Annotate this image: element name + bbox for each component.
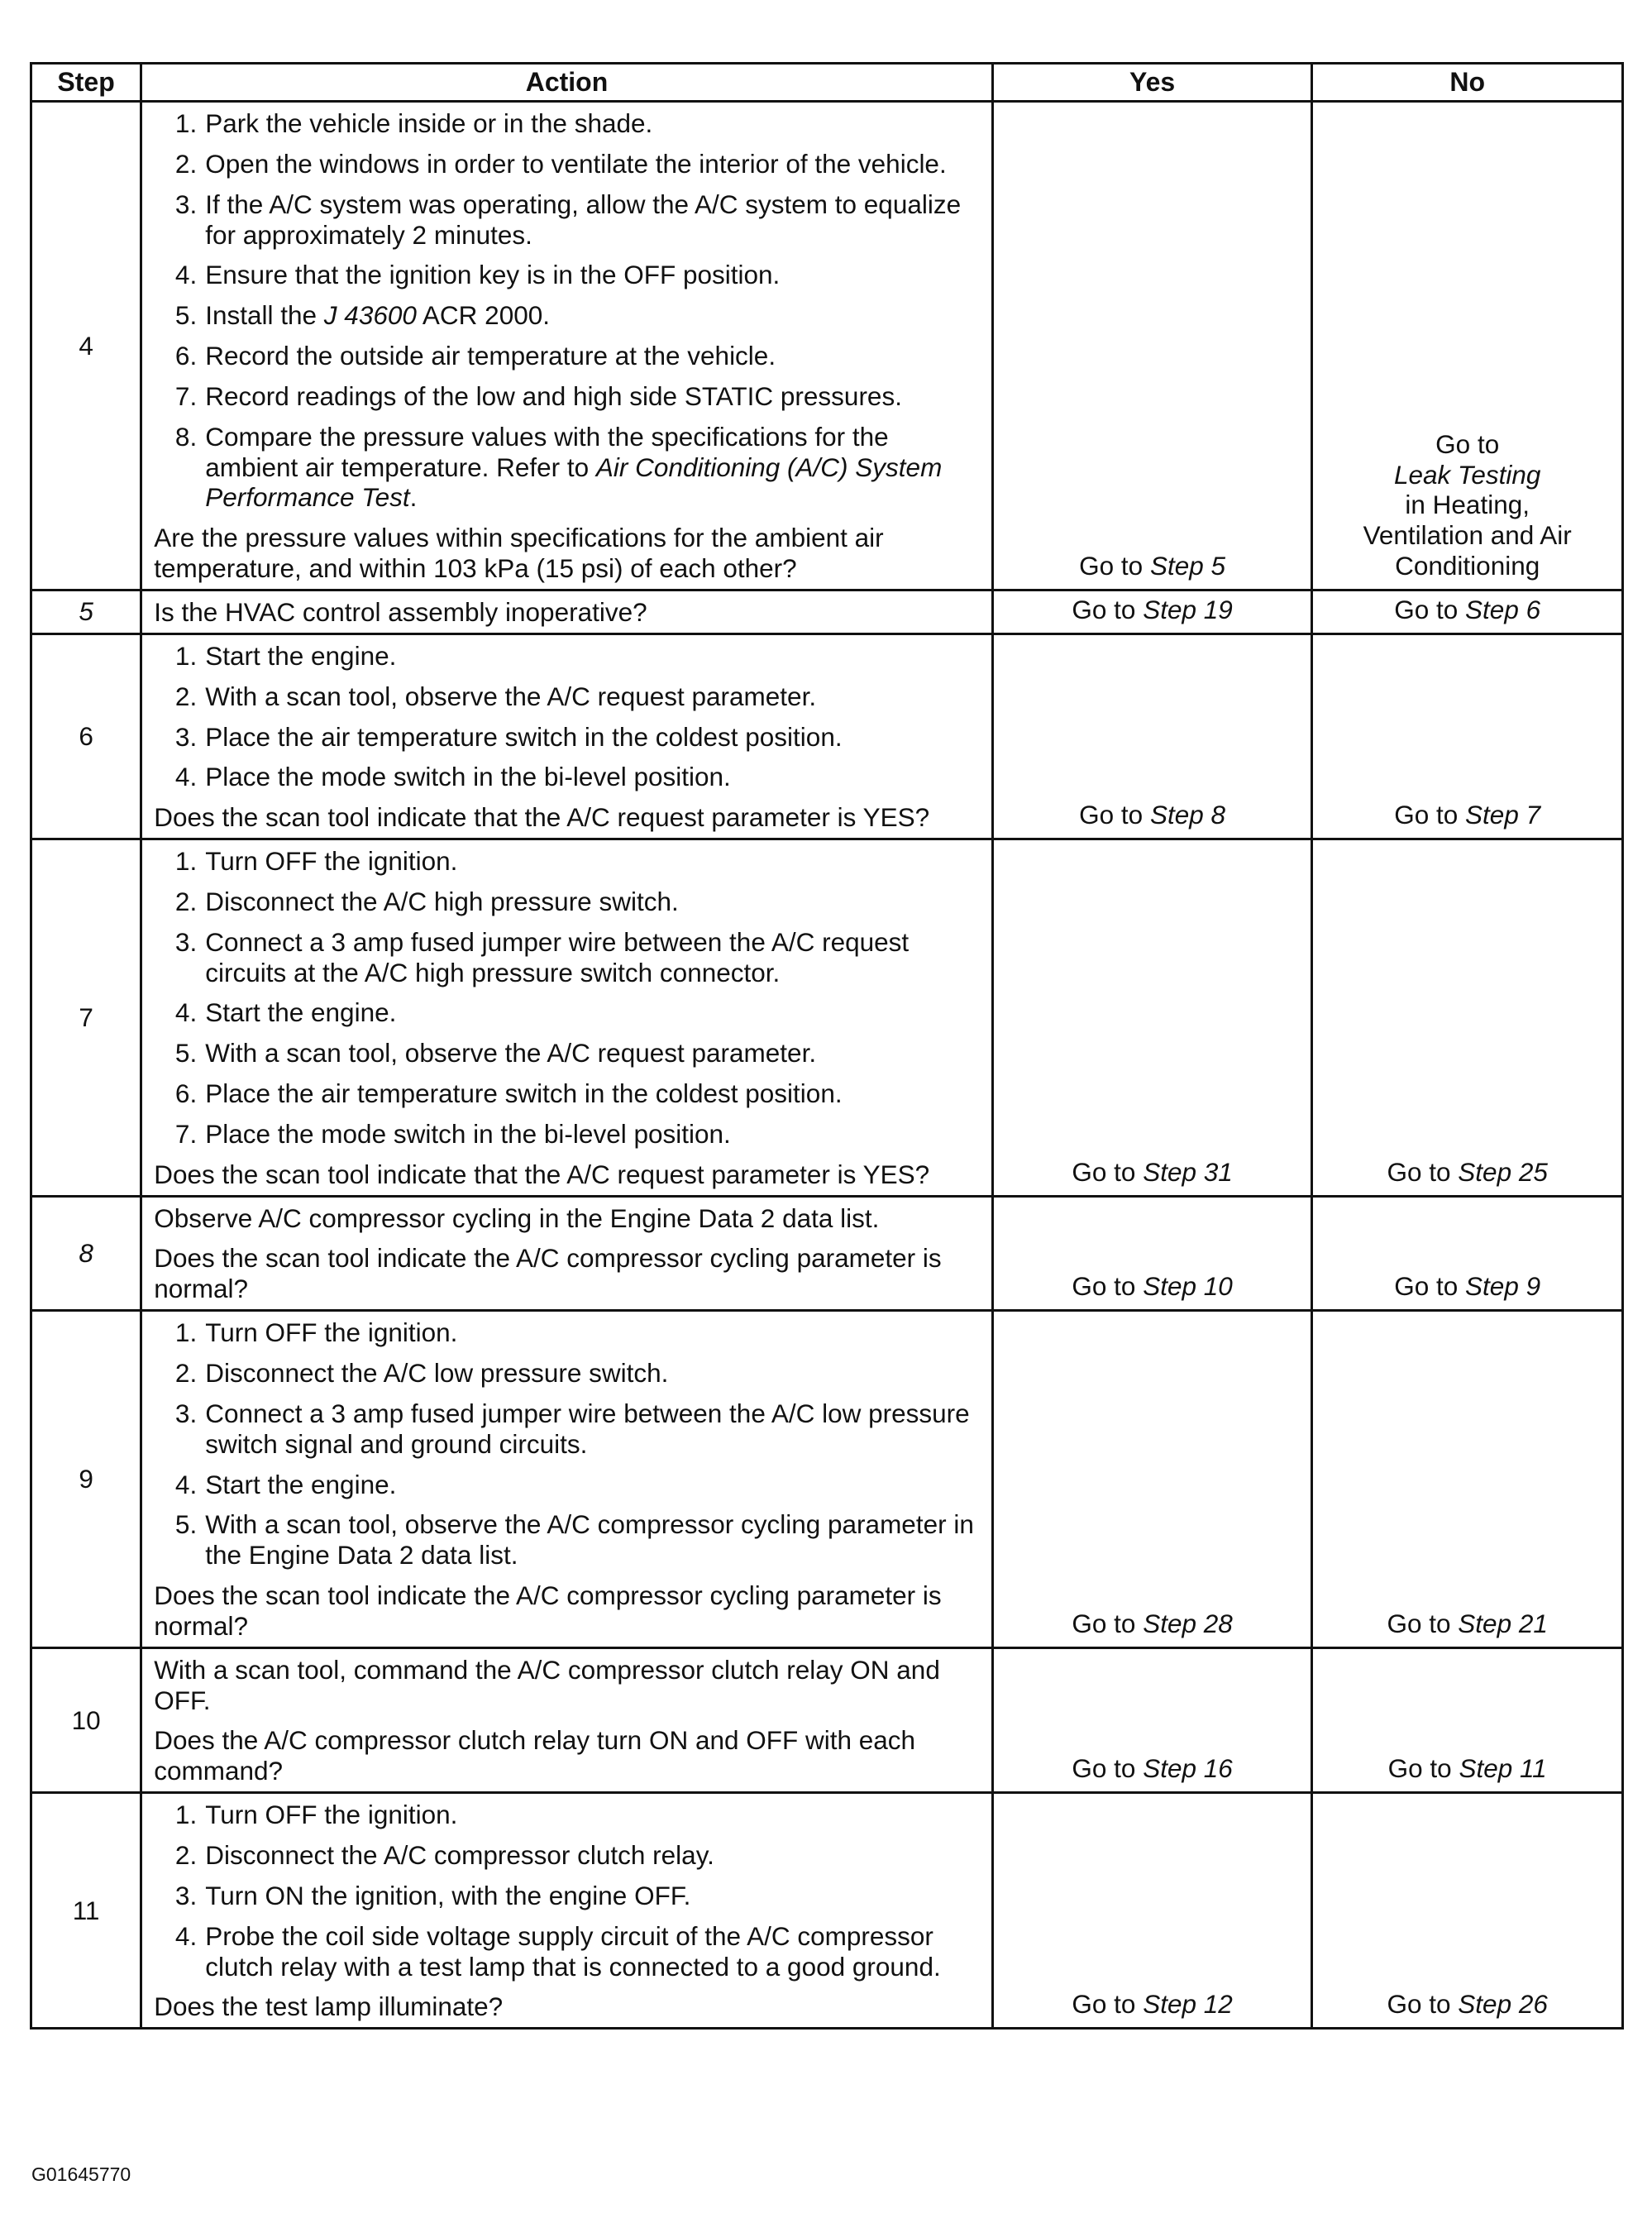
goto-prefix: Go to: [1394, 1271, 1466, 1302]
action-cell: [141, 590, 993, 633]
goto-prefix: Go to: [1387, 1989, 1459, 2020]
question-text: Does the A/C compressor clutch relay turn ON and OFF with each command?: [154, 1725, 916, 1786]
step-text: Place the air temperature switch in the coldest position.: [205, 1078, 843, 1109]
procedure-step: [154, 846, 983, 877]
instruction-text: Observe A/C compressor cycling in the Engine Data 2 data list.: [154, 1202, 880, 1233]
no-cell: [1312, 1196, 1623, 1311]
procedure-step: [154, 422, 983, 514]
step-number: 7: [31, 839, 141, 1197]
procedure-step: [154, 1921, 983, 1982]
no-cell: [1312, 1311, 1623, 1648]
step-text: With a scan tool, observe the A/C request parameter.: [205, 1038, 817, 1069]
goto-target: Step 16: [1143, 1753, 1233, 1784]
no-cell: [1312, 839, 1623, 1197]
procedure-step: [154, 1840, 983, 1871]
table-row: [31, 633, 1623, 839]
goto-prefix: Go to: [1072, 1156, 1144, 1187]
no-cell: [1312, 1793, 1623, 2029]
step-number: 6: [31, 633, 141, 839]
step-index: 2.: [174, 1358, 198, 1388]
no-cell: [1312, 590, 1623, 633]
step-text: Turn OFF the ignition.: [205, 846, 458, 877]
step-text: Turn ON the ignition, with the engine OFF.: [205, 1880, 691, 1910]
step-text: [205, 422, 983, 514]
procedure-step: [154, 762, 983, 792]
action-cell: [141, 1311, 993, 1648]
no-cell: [1312, 1647, 1623, 1792]
goto-target: Step 11: [1459, 1753, 1547, 1784]
step-text: Turn OFF the ignition.: [205, 1800, 458, 1830]
procedure-step: [154, 381, 983, 412]
question-text: Does the scan tool indicate that the A/C request parameter is YES?: [154, 1159, 930, 1189]
step-number: 4: [31, 102, 141, 590]
table-row: [31, 1311, 1623, 1648]
goto-target: Step 25: [1458, 1156, 1548, 1187]
goto-line: [1318, 429, 1616, 490]
goto-target: Step 7: [1465, 800, 1541, 830]
step-text: [205, 300, 983, 331]
action-cell: [141, 839, 993, 1197]
procedure-list: [154, 1800, 983, 1982]
step-text: Record readings of the low and high side STATIC pressures.: [205, 380, 902, 411]
procedure-step: [154, 1078, 983, 1109]
no-cell: [1312, 102, 1623, 590]
step-text: Ensure that the ignition key is in the OFF position.: [205, 260, 781, 290]
action-cell: [141, 633, 993, 839]
goto-prefix: Go to: [1387, 1156, 1459, 1187]
procedure-list: [154, 1317, 983, 1571]
step-index: 4.: [174, 260, 198, 290]
procedure-step: [154, 300, 983, 331]
table-row: [31, 1793, 1623, 2029]
step-index: 1.: [174, 108, 198, 138]
step-text-pre: Compare the pressure values with the specifications for the ambient air temperature. Refer to: [205, 421, 889, 482]
goto-prefix: Go to: [1079, 800, 1150, 830]
step-index: 2.: [174, 1839, 198, 1870]
step-text: Disconnect the A/C compressor clutch relay.: [205, 1839, 714, 1870]
step-text: Open the windows in order to ventilate the interior of the vehicle.: [205, 148, 947, 179]
procedure-list: [154, 846, 983, 1150]
step-text: Connect a 3 amp fused jumper wire between the A/C low pressure switch signal and ground circuits.: [205, 1398, 970, 1459]
goto-target: Step 12: [1143, 1989, 1233, 2020]
step-text: Turn OFF the ignition.: [205, 1317, 458, 1348]
step-text: Place the mode switch in the bi-level position.: [205, 762, 731, 792]
goto-prefix: Go to: [1079, 551, 1150, 581]
procedure-step: [154, 641, 983, 672]
goto-prefix: Go to: [1435, 428, 1500, 459]
procedure-step: [154, 887, 983, 917]
table-row: [31, 590, 1623, 633]
procedure-step: [154, 149, 983, 179]
step-index: 7.: [174, 380, 198, 411]
step-text: With a scan tool, observe the A/C request parameter.: [205, 681, 817, 711]
goto-prefix: Go to: [1387, 1753, 1459, 1784]
goto-line: Conditioning: [1395, 551, 1540, 581]
procedure-step: [154, 1470, 983, 1500]
table-row: [31, 1647, 1623, 1792]
step-index: 5.: [174, 1038, 198, 1069]
yes-cell: [992, 590, 1312, 633]
table-row: [31, 1196, 1623, 1311]
step-text: Record the outside air temperature at the vehicle.: [205, 341, 776, 371]
question-text: Does the scan tool indicate the A/C compressor cycling parameter is normal?: [154, 1243, 942, 1304]
action-cell: [141, 102, 993, 590]
tool-reference: J 43600: [323, 300, 417, 331]
procedure-step: [154, 1881, 983, 1911]
goto-prefix: Go to: [1072, 594, 1144, 624]
goto-target: Step 9: [1465, 1271, 1541, 1302]
goto-prefix: Go to: [1394, 594, 1466, 624]
step-number: 9: [31, 1311, 141, 1648]
yes-cell: [992, 1647, 1312, 1792]
action-cell: [141, 1647, 993, 1792]
procedure-step: [154, 260, 983, 290]
step-index: 5.: [174, 1509, 198, 1540]
procedure-step: [154, 1800, 983, 1830]
header-yes: Yes: [992, 64, 1312, 102]
step-text-pre: Install the: [205, 300, 324, 331]
no-cell: [1312, 633, 1623, 839]
step-index: 4.: [174, 1920, 198, 1951]
step-index: 1.: [174, 1317, 198, 1348]
step-text: Disconnect the A/C low pressure switch.: [205, 1358, 669, 1388]
procedure-step: [154, 927, 983, 988]
procedure-step: [154, 1398, 983, 1460]
step-index: 3.: [174, 189, 198, 219]
step-index: 2.: [174, 681, 198, 711]
instruction-text: With a scan tool, command the A/C compressor clutch relay ON and OFF.: [154, 1654, 940, 1715]
step-index: 3.: [174, 721, 198, 752]
step-index: 6.: [174, 1078, 198, 1109]
step-text-post: .: [409, 482, 418, 513]
diagnostic-table: [30, 62, 1624, 2030]
step-index: 1.: [174, 1800, 198, 1830]
procedure-step: [154, 1317, 983, 1348]
step-number: 10: [31, 1647, 141, 1792]
yes-cell: [992, 1196, 1312, 1311]
goto-target: Step 28: [1143, 1608, 1233, 1638]
goto-prefix: Go to: [1072, 1989, 1144, 2020]
header-no: No: [1312, 64, 1623, 102]
procedure-step: [154, 108, 983, 139]
goto-target: Leak Testing: [1393, 459, 1541, 490]
goto-prefix: Go to: [1072, 1608, 1144, 1638]
step-text: Place the air temperature switch in the coldest position.: [205, 721, 843, 752]
procedure-step: [154, 1358, 983, 1389]
procedure-list: [154, 108, 983, 513]
goto-target: Step 6: [1465, 594, 1541, 624]
goto-line: in Heating,: [1405, 490, 1530, 520]
step-text-post: ACR 2000.: [416, 300, 551, 331]
step-index: 2.: [174, 148, 198, 179]
step-index: 3.: [174, 926, 198, 957]
table-row: [31, 839, 1623, 1197]
procedure-list: [154, 641, 983, 792]
step-text: Connect a 3 amp fused jumper wire between the A/C request circuits at the A/C high pressure switch connector.: [205, 926, 910, 987]
step-text: With a scan tool, observe the A/C compressor cycling parameter in the Engine Data 2 data list.: [205, 1509, 974, 1571]
goto-prefix: Go to: [1387, 1608, 1459, 1638]
step-number: 5: [31, 590, 141, 633]
step-index: 6.: [174, 341, 198, 371]
figure-code: G01645770: [31, 2163, 131, 2185]
yes-cell: [992, 1311, 1312, 1648]
procedure-step: [154, 1119, 983, 1150]
step-text: Start the engine.: [205, 1469, 397, 1499]
question-text: Does the test lamp illuminate?: [154, 1991, 504, 2022]
step-index: 4.: [174, 997, 198, 1028]
step-index: 2.: [174, 886, 198, 916]
goto-target: Step 26: [1458, 1989, 1548, 2020]
procedure-step: [154, 1509, 983, 1571]
step-index: 5.: [174, 300, 198, 331]
procedure-step: [154, 189, 983, 251]
goto-target: Step 10: [1143, 1271, 1233, 1302]
step-number: 8: [31, 1196, 141, 1311]
goto-reference: [1318, 429, 1616, 581]
header-action: Action: [141, 64, 993, 102]
document-reference: Air Conditioning (A/C) System Performance Test: [205, 452, 943, 513]
goto-target: Step 19: [1143, 594, 1233, 624]
table-row: [31, 102, 1623, 590]
step-index: 3.: [174, 1880, 198, 1910]
goto-line: Ventilation and Air: [1363, 520, 1572, 551]
table-header-row: [31, 64, 1623, 102]
action-cell: [141, 1196, 993, 1311]
step-number: 11: [31, 1793, 141, 2029]
procedure-step: [154, 997, 983, 1028]
goto-prefix: Go to: [1072, 1753, 1144, 1784]
step-index: 4.: [174, 1469, 198, 1499]
yes-cell: [992, 1793, 1312, 2029]
step-text: Probe the coil side voltage supply circuit of the A/C compressor clutch relay with a test lamp that is connected to a good ground.: [205, 1920, 941, 1982]
goto-target: Step 31: [1143, 1156, 1233, 1187]
procedure-step: [154, 681, 983, 712]
procedure-step: [154, 341, 983, 371]
header-step: Step: [31, 64, 141, 102]
step-text: Place the mode switch in the bi-level position.: [205, 1118, 731, 1149]
step-index: 1.: [174, 846, 198, 877]
step-text: Disconnect the A/C high pressure switch.: [205, 886, 679, 916]
step-index: 8.: [174, 421, 198, 452]
question-text: Does the scan tool indicate the A/C compressor cycling parameter is normal?: [154, 1580, 942, 1641]
step-text: If the A/C system was operating, allow the A/C system to equalize for approximately 2 minutes.: [205, 189, 962, 250]
procedure-step: [154, 1038, 983, 1069]
step-index: 4.: [174, 762, 198, 792]
goto-target: Step 5: [1149, 551, 1226, 581]
yes-cell: [992, 839, 1312, 1197]
question-text: Is the HVAC control assembly inoperative?: [154, 596, 647, 627]
question-text: Are the pressure values within specifications for the ambient air temperature, and within 103 kPa (15 psi) of each other?: [154, 523, 884, 584]
procedure-step: [154, 722, 983, 753]
yes-cell: [992, 633, 1312, 839]
step-index: 3.: [174, 1398, 198, 1428]
goto-target: Step 21: [1458, 1608, 1548, 1638]
action-cell: [141, 1793, 993, 2029]
goto-prefix: Go to: [1072, 1271, 1144, 1302]
step-text: Park the vehicle inside or in the shade.: [205, 108, 653, 138]
step-text: Start the engine.: [205, 997, 397, 1028]
question-text: Does the scan tool indicate that the A/C request parameter is YES?: [154, 802, 930, 833]
goto-target: Step 8: [1149, 800, 1226, 830]
step-index: 7.: [174, 1118, 198, 1149]
goto-prefix: Go to: [1394, 800, 1466, 830]
yes-cell: [992, 102, 1312, 590]
step-index: 1.: [174, 640, 198, 671]
step-text: Start the engine.: [205, 640, 397, 671]
